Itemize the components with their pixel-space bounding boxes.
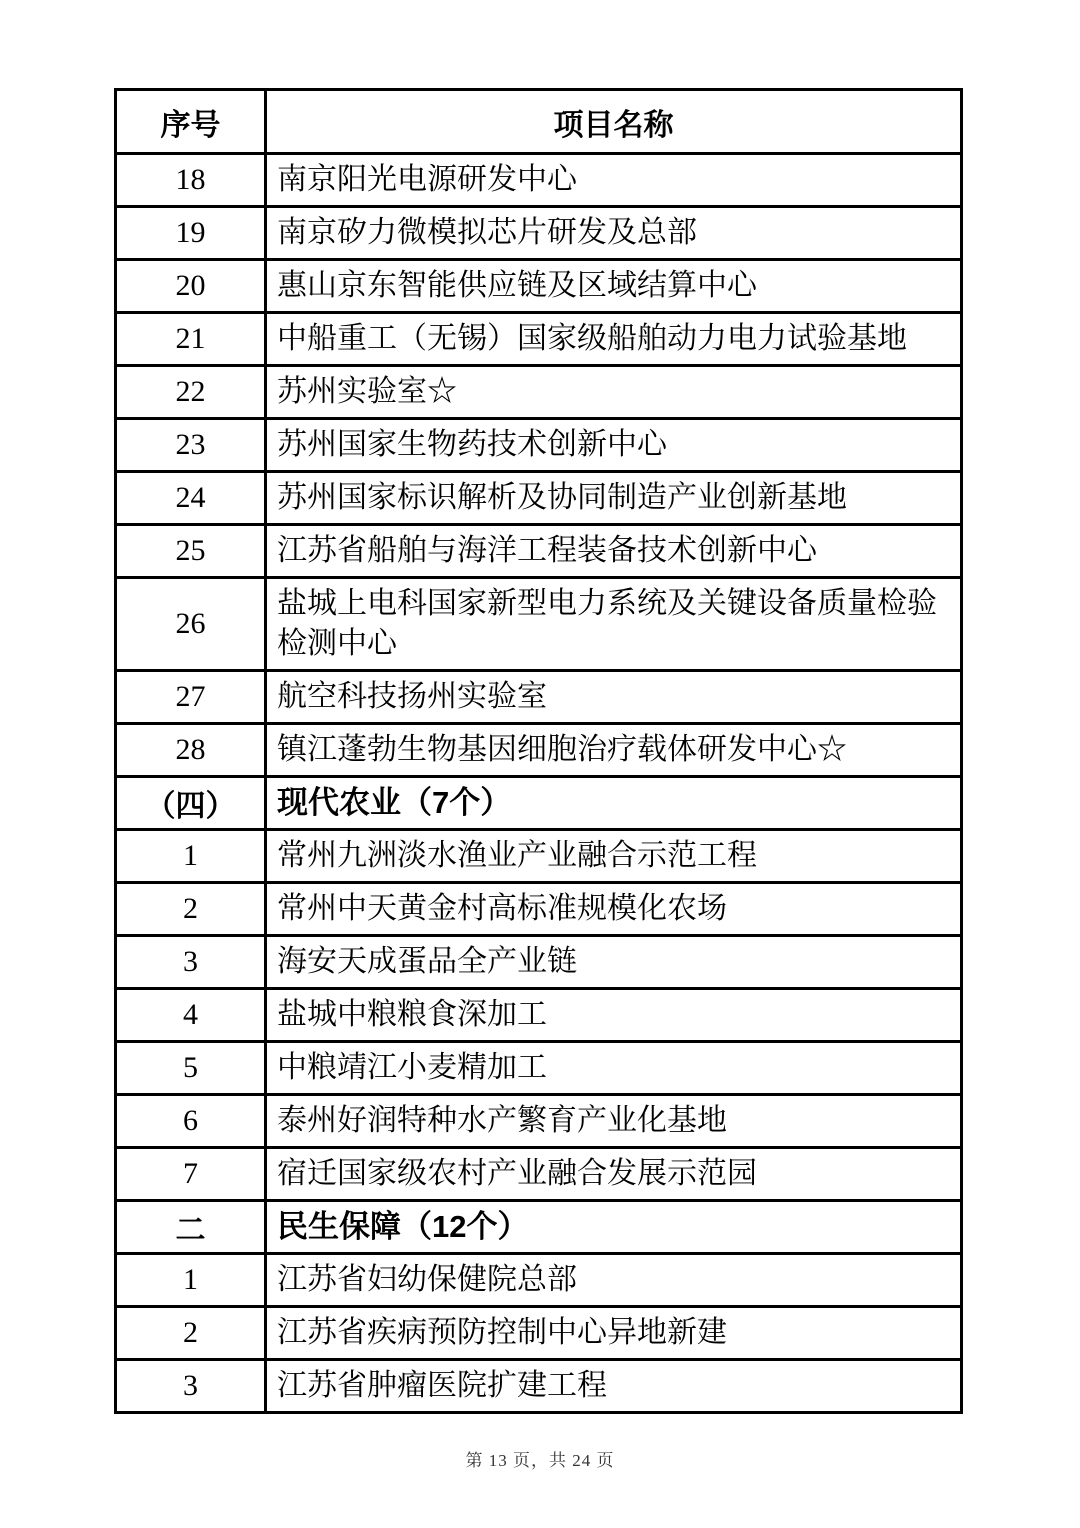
- row-number-cell: 7: [116, 1148, 266, 1201]
- table-row: [116, 671, 962, 724]
- row-number-cell: 2: [116, 1307, 266, 1360]
- table-row: [116, 1307, 962, 1360]
- project-name-cell: 苏州国家生物药技术创新中心: [266, 419, 962, 472]
- page-number-footer: 第 13 页，共 24 页: [465, 1451, 615, 1470]
- project-name-cell: 中船重工（无锡）国家级船舶动力电力试验基地: [266, 313, 962, 366]
- row-number-cell: 28: [116, 724, 266, 777]
- row-number-cell: 26: [116, 578, 266, 671]
- row-number-cell: 5: [116, 1042, 266, 1095]
- row-number-cell: 27: [116, 671, 266, 724]
- header-serial-number: 序号: [116, 90, 266, 154]
- row-number-cell: 4: [116, 989, 266, 1042]
- row-number-cell: 22: [116, 366, 266, 419]
- row-number-cell: 25: [116, 525, 266, 578]
- table-row: [116, 883, 962, 936]
- table-row: [116, 260, 962, 313]
- project-name-cell: 现代农业（7个）: [266, 777, 962, 830]
- row-number-cell: 2: [116, 883, 266, 936]
- row-number-cell: 20: [116, 260, 266, 313]
- project-name-cell: 镇江蓬勃生物基因细胞治疗载体研发中心☆: [266, 724, 962, 777]
- table-row: [116, 724, 962, 777]
- row-number-cell: 6: [116, 1095, 266, 1148]
- table-row: [116, 1095, 962, 1148]
- header-project-name: 项目名称: [266, 90, 962, 154]
- table-row: [116, 1254, 962, 1307]
- row-number-cell: 1: [116, 1254, 266, 1307]
- project-name-cell: 惠山京东智能供应链及区域结算中心: [266, 260, 962, 313]
- project-name-cell: 民生保障（12个）: [266, 1201, 962, 1254]
- table-row: [116, 1201, 962, 1254]
- project-name-cell: 盐城中粮粮食深加工: [266, 989, 962, 1042]
- table-row: [116, 207, 962, 260]
- row-number-cell: 21: [116, 313, 266, 366]
- project-table: [114, 88, 963, 1414]
- table-row: [116, 419, 962, 472]
- table-row: [116, 1148, 962, 1201]
- project-name-cell: 盐城上电科国家新型电力系统及关键设备质量检验检测中心: [266, 578, 962, 671]
- row-number-cell: 二: [116, 1201, 266, 1254]
- row-number-cell: 18: [116, 154, 266, 207]
- project-name-cell: 江苏省肿瘤医院扩建工程: [266, 1360, 962, 1413]
- table-row: [116, 313, 962, 366]
- table-row: [116, 830, 962, 883]
- table-row: [116, 525, 962, 578]
- row-number-cell: 3: [116, 936, 266, 989]
- table-row: [116, 989, 962, 1042]
- row-number-cell: （四）: [116, 777, 266, 830]
- project-name-cell: 宿迁国家级农村产业融合发展示范园: [266, 1148, 962, 1201]
- table-row: [116, 936, 962, 989]
- project-name-cell: 常州九洲淡水渔业产业融合示范工程: [266, 830, 962, 883]
- table-row: [116, 578, 962, 671]
- row-number-cell: 19: [116, 207, 266, 260]
- row-number-cell: 24: [116, 472, 266, 525]
- project-name-cell: 泰州好润特种水产繁育产业化基地: [266, 1095, 962, 1148]
- project-name-cell: 航空科技扬州实验室: [266, 671, 962, 724]
- table-body: [116, 154, 962, 1413]
- project-name-cell: 苏州实验室☆: [266, 366, 962, 419]
- row-number-cell: 1: [116, 830, 266, 883]
- project-name-cell: 江苏省船舶与海洋工程装备技术创新中心: [266, 525, 962, 578]
- project-name-cell: 江苏省疾病预防控制中心异地新建: [266, 1307, 962, 1360]
- table-row: [116, 154, 962, 207]
- project-name-cell: 中粮靖江小麦精加工: [266, 1042, 962, 1095]
- row-number-cell: 3: [116, 1360, 266, 1413]
- table-header-row: [116, 90, 962, 154]
- project-name-cell: 南京阳光电源研发中心: [266, 154, 962, 207]
- project-name-cell: 常州中天黄金村高标准规模化农场: [266, 883, 962, 936]
- project-name-cell: 苏州国家标识解析及协同制造产业创新基地: [266, 472, 962, 525]
- row-number-cell: 23: [116, 419, 266, 472]
- project-name-cell: 海安天成蛋品全产业链: [266, 936, 962, 989]
- table-row: [116, 1042, 962, 1095]
- project-name-cell: 南京矽力微模拟芯片研发及总部: [266, 207, 962, 260]
- table-row: [116, 472, 962, 525]
- project-name-cell: 江苏省妇幼保健院总部: [266, 1254, 962, 1307]
- table-row: [116, 1360, 962, 1413]
- table-row: [116, 366, 962, 419]
- table-row: [116, 777, 962, 830]
